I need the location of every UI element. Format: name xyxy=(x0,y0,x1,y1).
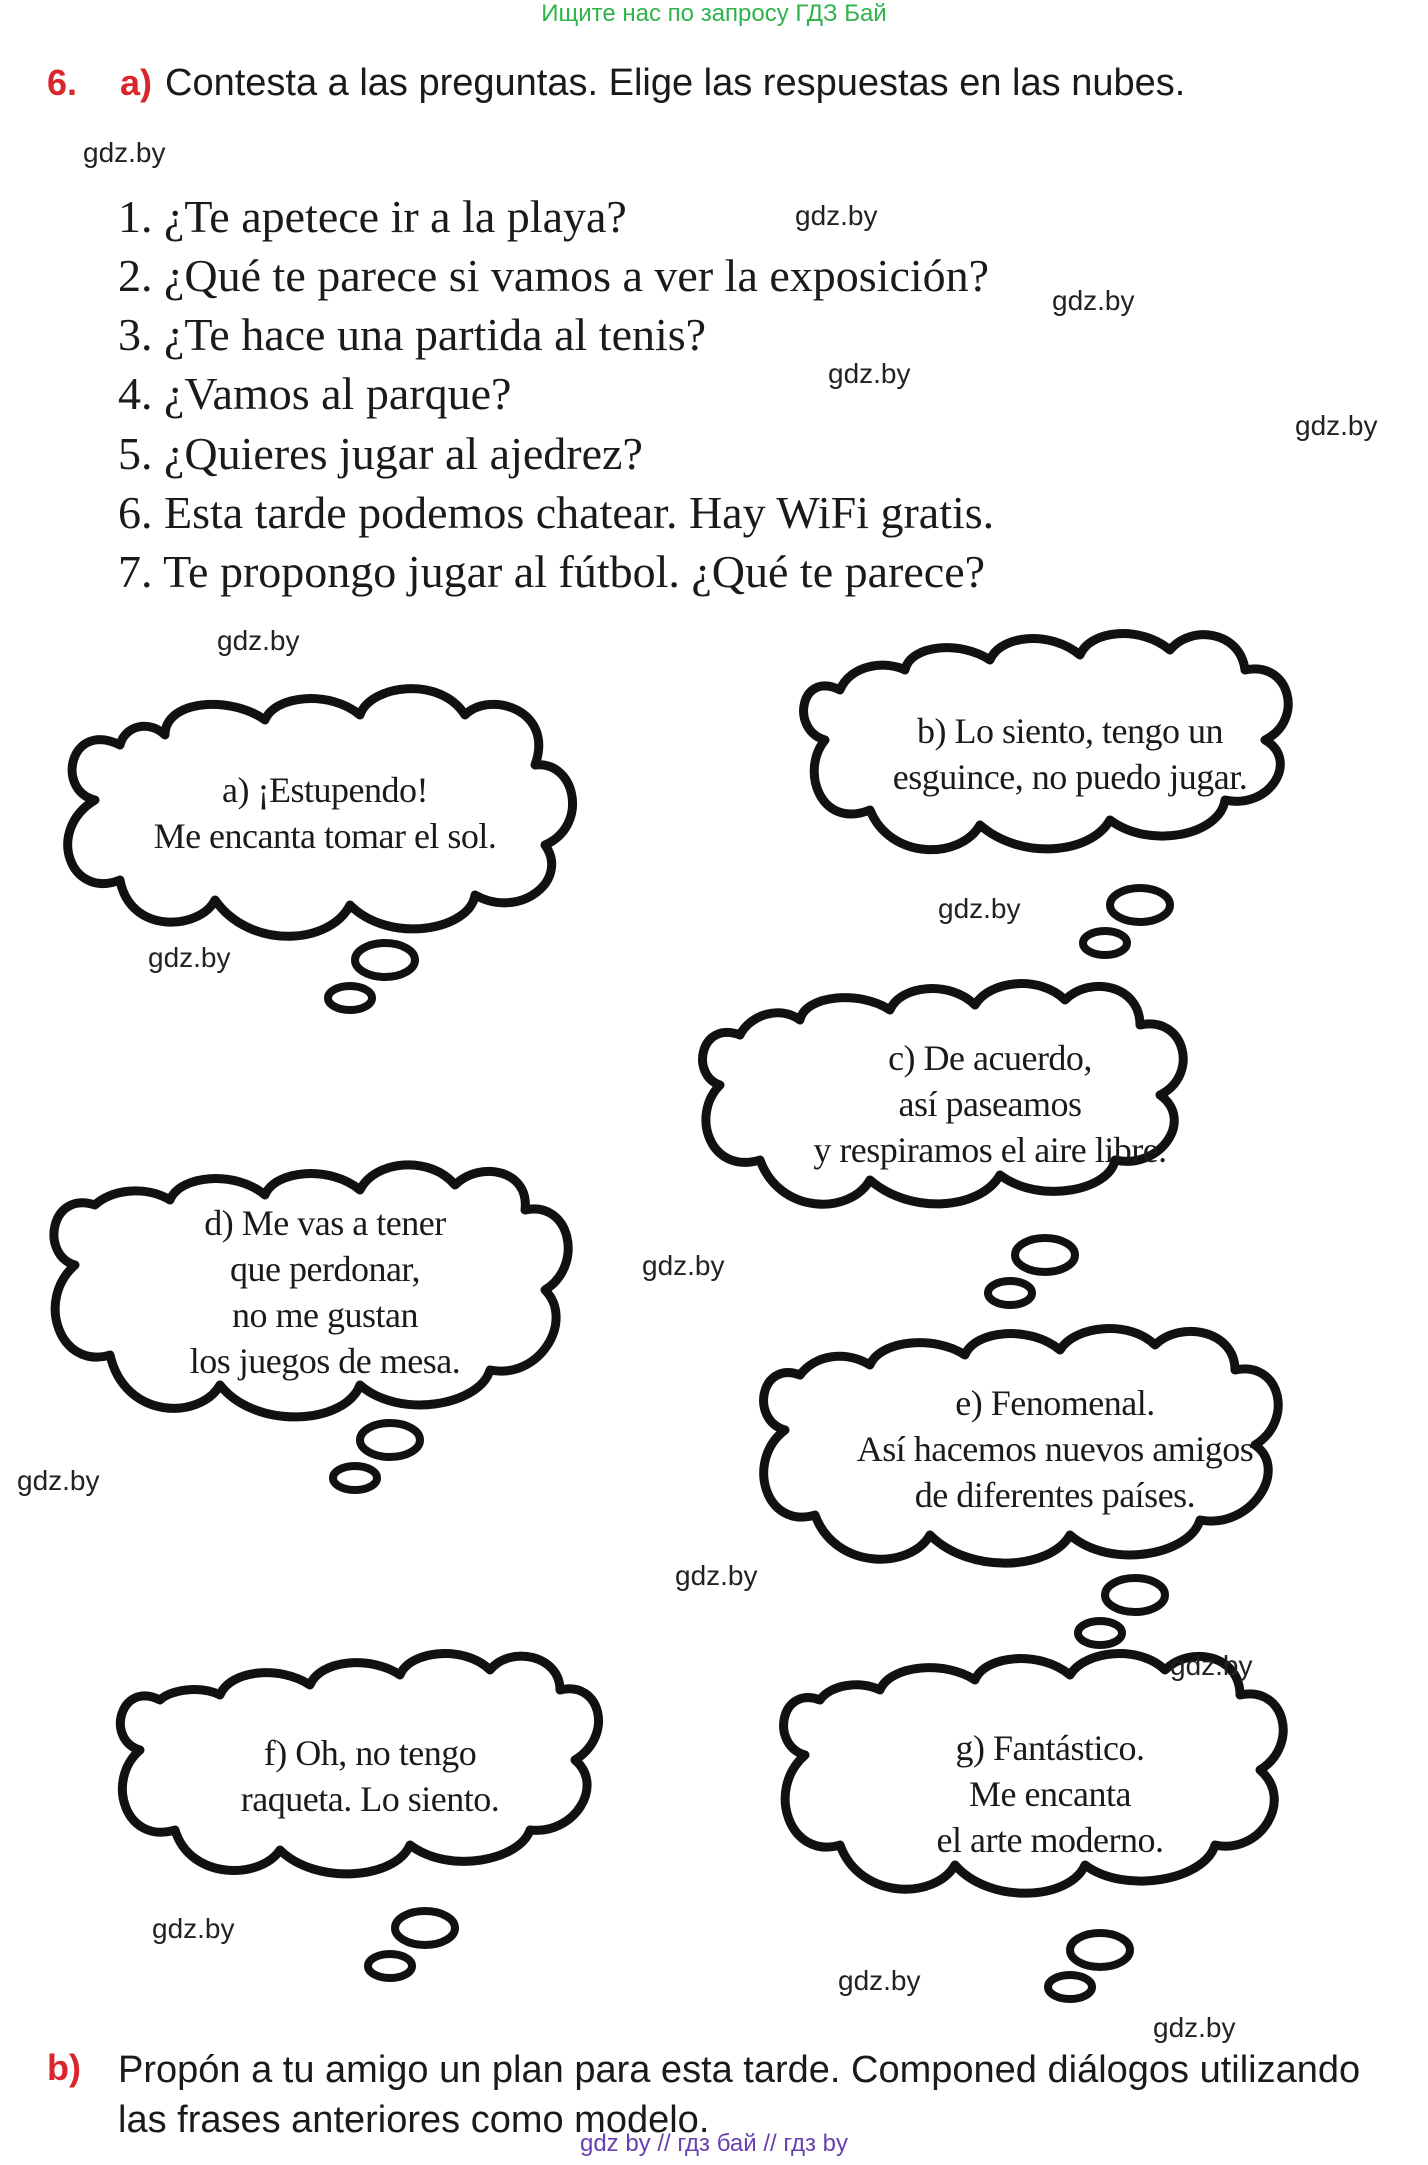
watermark: gdz.by xyxy=(642,1250,725,1281)
watermark: gdz.by xyxy=(1170,1650,1253,1681)
question-3: 3. ¿Te hace una partida al tenis? xyxy=(118,309,707,360)
cloud-c-line-3: y respiramos el aire libre. xyxy=(813,1130,1167,1170)
watermark: gdz.by xyxy=(1052,285,1135,316)
cloud-c-line-2: así paseamos xyxy=(898,1084,1082,1124)
exercise-number: 6. xyxy=(47,62,78,103)
watermark: gdz.by xyxy=(17,1465,100,1496)
watermark: gdz.by xyxy=(1295,410,1378,441)
cloud-d-text xyxy=(140,1200,510,1384)
watermark: gdz.by xyxy=(83,137,166,168)
cloud-d-line-3: no me gustan xyxy=(232,1295,418,1335)
watermark: gdz.by xyxy=(1153,2012,1236,2043)
cloud-d-line-4: los juegos de mesa. xyxy=(189,1341,461,1381)
cloud-f-text xyxy=(180,1730,560,1822)
cloud-g-line-2: Me encanta xyxy=(969,1774,1131,1814)
question-2: 2. ¿Qué te parece si vamos a ver la exposición? xyxy=(118,250,990,301)
cloud-g-line-1: g) Fantástico. xyxy=(955,1728,1145,1768)
part-b-instruction: Propón a tu amigo un plan para esta tarde. Componed diálogos utilizando las frases anteriores como modelo. xyxy=(118,2049,1361,2141)
part-a-instruction: Contesta a las preguntas. Elige las respuestas en las nubes. xyxy=(165,62,1186,104)
cloud-b-line-2: esguince, no puedo jugar. xyxy=(892,757,1248,797)
watermark: gdz.by xyxy=(828,358,911,389)
question-6: 6. Esta tarde podemos chatear. Hay WiFi gratis. xyxy=(118,487,995,538)
question-7: 7. Te propongo jugar al fútbol. ¿Qué te parece? xyxy=(118,546,986,597)
watermark: gdz.by xyxy=(152,1913,235,1944)
question-1: 1. ¿Te apetece ir a la playa? xyxy=(118,191,627,242)
cloud-a-line-1: a) ¡Estupendo! xyxy=(222,770,428,810)
cloud-e-line-3: de diferentes países. xyxy=(914,1475,1196,1515)
part-a-letter: a) xyxy=(120,62,153,103)
question-4: 4. ¿Vamos al parque? xyxy=(118,368,512,419)
cloud-c-text xyxy=(780,1035,1200,1173)
top-banner[interactable]: Ищите нас по запросу ГДЗ Бай xyxy=(541,0,887,27)
watermark: gdz.by xyxy=(217,625,300,656)
cloud-a-line-2: Me encanta tomar el sol. xyxy=(153,816,497,856)
question-5: 5. ¿Quieres jugar al ajedrez? xyxy=(118,428,643,479)
cloud-g-line-3: el arte moderno. xyxy=(936,1820,1164,1860)
cloud-c-line-1: c) De acuerdo, xyxy=(888,1038,1092,1078)
cloud-e-line-2: Así hacemos nuevos amigos xyxy=(856,1429,1254,1469)
cloud-b-line-1: b) Lo siento, tengo un xyxy=(917,711,1223,751)
watermark: gdz.by xyxy=(148,942,231,973)
footer-links[interactable]: gdz by // гдз бай // гдз by xyxy=(579,2130,849,2157)
cloud-f-line-1: f) Oh, no tengo xyxy=(263,1733,477,1773)
watermark: gdz.by xyxy=(675,1560,758,1591)
watermark: gdz.by xyxy=(838,1965,921,1996)
cloud-g-text xyxy=(860,1725,1240,1863)
cloud-a-text xyxy=(120,767,530,859)
cloud-f-line-2: raqueta. Lo siento. xyxy=(240,1779,500,1819)
cloud-b-text xyxy=(880,708,1260,800)
cloud-e-line-1: e) Fenomenal. xyxy=(955,1383,1155,1423)
cloud-d-line-2: que perdonar, xyxy=(230,1249,420,1289)
cloud-e-text xyxy=(830,1380,1280,1518)
cloud-d-line-1: d) Me vas a tener xyxy=(204,1203,446,1243)
watermark: gdz.by xyxy=(795,200,878,231)
part-b-letter: b) xyxy=(47,2047,81,2088)
watermark: gdz.by xyxy=(938,893,1021,924)
